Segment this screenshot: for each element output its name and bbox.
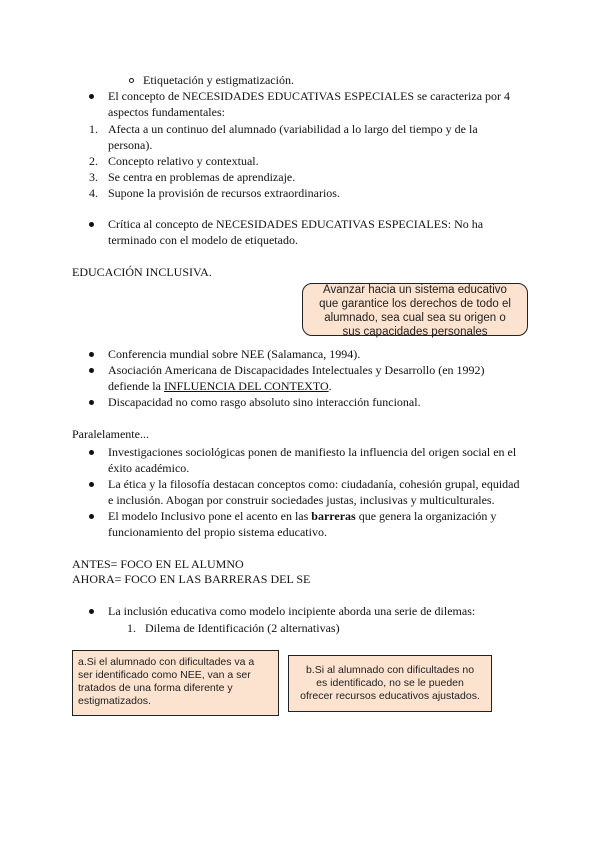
callout-line: Avanzar hacia un sistema educativo — [323, 284, 507, 296]
para-item-2-line1: La ética y la filosofía destacan conceptos como: ciudadanía, cohesión grupal, equidad — [108, 477, 520, 491]
inclusiva-item-2-line1: Asociación Americana de Discapacidades Intelectuales y Desarrollo (en 1992) — [108, 363, 485, 377]
box-b-line: es identificado, no se le pueden — [316, 677, 464, 689]
bullet-icon — [89, 400, 94, 405]
list-number: 1. — [89, 122, 98, 136]
bullet-icon — [89, 368, 94, 373]
dilema-1-text: Dilema de Identificación (2 alternativas) — [145, 621, 340, 635]
box-b-line: b.Si al alumnado con dificultades no — [305, 664, 475, 676]
aspect-1-line2: persona). — [108, 138, 153, 152]
callout-bubble — [302, 283, 528, 336]
critica-line2: terminado con el modelo de etiquetado. — [108, 233, 298, 247]
box-a-line: ser identificado como NEE, van a ser — [78, 669, 251, 681]
para-item-3-line2: funcionamiento del propio sistema educativo. — [108, 525, 327, 539]
list-number: 2. — [89, 154, 98, 168]
list-number: 4. — [89, 186, 98, 200]
critica-line1: Crítica al concepto de NECESIDADES EDUCATIVAS ESPECIALES: No ha — [108, 217, 484, 231]
bullet-icon — [89, 450, 94, 455]
callout-line: alumnado, sea cual sea su origen o — [324, 312, 506, 324]
paralelamente-label: Paralelamente... — [72, 427, 149, 441]
antes-line: ANTES= FOCO EN EL ALUMNO — [72, 557, 244, 571]
box-b-line: ofrecer recursos educativos ajustados. — [300, 690, 480, 702]
inclusiva-item-3: Discapacidad no como rasgo absoluto sino interacción funcional. — [108, 395, 421, 409]
bullet-icon — [89, 222, 94, 227]
list-number: 3. — [89, 170, 98, 184]
bullet-icon — [89, 352, 94, 357]
callout-line: que garantice los derechos de todo el — [319, 298, 511, 310]
para-item-3-post: que genera la organización y — [355, 509, 497, 523]
box-alternative-a — [72, 650, 279, 716]
dilemas-intro: La inclusión educativa como modelo incipiente aborda una serie de dilemas: — [108, 604, 476, 618]
inclusiva-item-2-line2 — [108, 378, 332, 394]
sub-item-text: Etiquetación y estigmatización. — [143, 73, 294, 87]
box-alternative-b — [288, 655, 492, 712]
contexto-underlined: INFLUENCIA DEL CONTEXTO — [163, 379, 329, 393]
para-item-2-line2: e inclusión. Abogan por construir sociedades justas, inclusivas y multiculturales. — [108, 493, 495, 507]
ahora-line: AHORA= FOCO EN LAS BARRERAS DEL SE — [72, 572, 311, 586]
aspect-1-line1: Afecta a un continuo del alumnado (variabilidad a lo largo del tiempo y de la — [108, 122, 478, 136]
box-a-line: tratados de una forma diferente y — [78, 682, 233, 694]
bullet-icon — [89, 514, 94, 519]
para-item-1-line1: Investigaciones sociológicas ponen de manifiesto la influencia del origen social en el — [108, 445, 517, 459]
list-number: 1. — [127, 621, 136, 635]
para-item-3-pre: El modelo Inclusivo pone el acento en las — [108, 509, 312, 523]
aspect-3: Se centra en problemas de aprendizaje. — [108, 170, 296, 184]
nee-intro-line1: El concepto de NECESIDADES EDUCATIVAS ESPECIALES se caracteriza por 4 — [108, 89, 511, 103]
inclusiva-item-1: Conferencia mundial sobre NEE (Salamanca, 1994). — [108, 347, 361, 361]
bullet-icon — [89, 94, 94, 99]
aspect-4: Supone la provisión de recursos extraordinarios. — [108, 186, 340, 200]
bullet-icon — [89, 482, 94, 487]
hollow-bullet-icon — [129, 78, 134, 83]
para-item-1-line2: éxito académico. — [108, 461, 190, 475]
box-a-line: a.Si el alumnado con dificultades va a — [78, 656, 255, 668]
nee-intro-line2: aspectos fundamentales: — [108, 105, 225, 119]
inclusiva-item-2-pre: defiende la — [108, 379, 164, 393]
bullet-icon — [89, 609, 94, 614]
aspect-2: Concepto relativo y contextual. — [108, 154, 259, 168]
section-heading: EDUCACIÓN INCLUSIVA. — [72, 265, 212, 279]
callout-line: sus capacidades personales — [342, 326, 488, 338]
barreras-bold: barreras — [311, 509, 356, 523]
inclusiva-item-2-post: . — [328, 379, 332, 393]
para-item-3-line1 — [108, 508, 496, 524]
box-a-line: estigmatizados. — [78, 695, 151, 707]
